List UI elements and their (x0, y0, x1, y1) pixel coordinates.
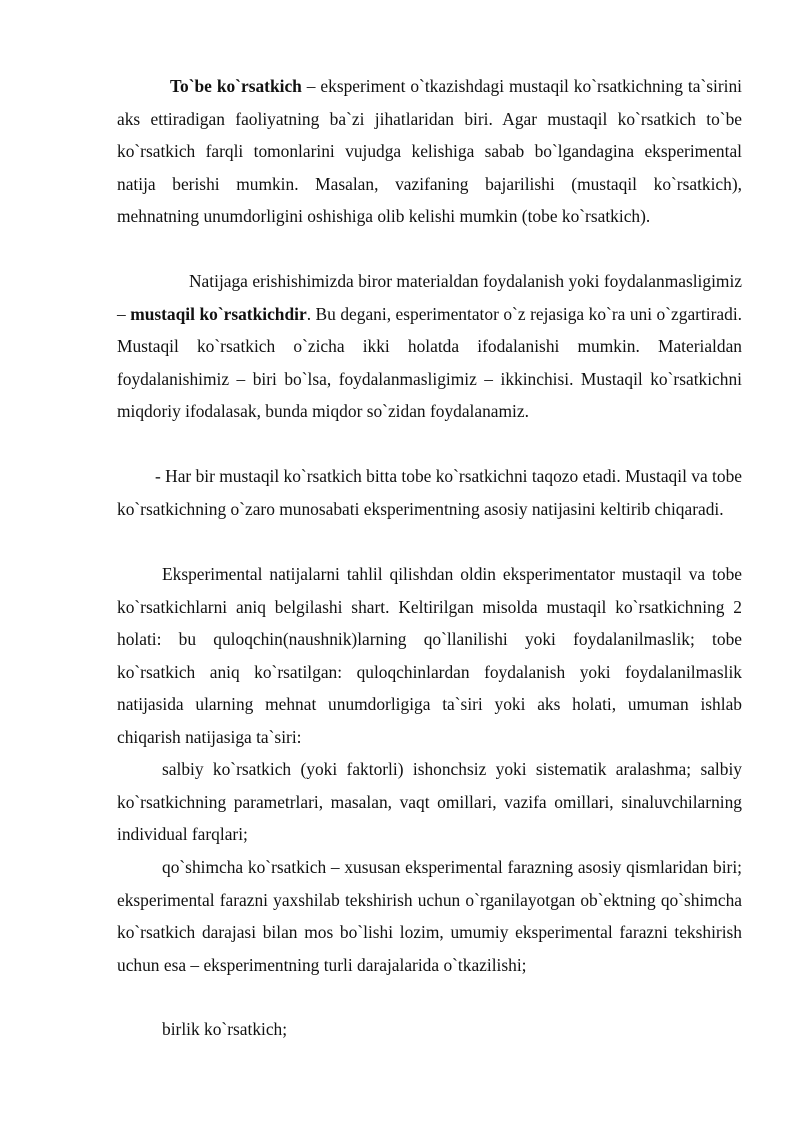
paragraph-text: salbiy ko`rsatkich (yoki faktorli) ishonchsiz yoki sistematik aralashma; salbiy ko`rsatkichning parametrlari, masalan, vaqt omillari, vazifa omillari, sinaluvchilarning individual farqlari; (117, 759, 742, 845)
paragraph-text: birlik ko`rsatkich; (162, 1019, 288, 1039)
paragraph-relation (117, 460, 742, 525)
paragraph-unit-indicator (117, 1013, 742, 1046)
paragraph-text-after: . Bu degani, esperimentator o`z rejasiga ko`ra uni o`zgartiradi. Mustaqil ko`rsatkich o`zicha ikki holatda ifodalanishi mumkin. Materialdan foydalanishimiz – biri bo`lsa, foydalanmasligimiz – ikkinchisi. Mustaqil ko`rsatkichni miqdoriy ifodalasak, bunda miqdor so`zidan foydalanamiz. (117, 303, 743, 422)
term-tobe: To`be ko`rsatkich (170, 76, 302, 96)
paragraph-text: qo`shimcha ko`rsatkich – xususan eksperimental farazning asosiy qismlaridan biri; eksperimental farazni yaxshilab tekshirish uchun o`rganilayotgan ob`ektning qo`shimcha ko`rsatkich darajasi bilan mos bo`lishi lozim, umumiy eksperimental farazni tekshirish uchun esa – eksperimentning turli darajalarida o`tkazilishi; (117, 857, 742, 975)
paragraph-negative-indicator (117, 753, 742, 851)
paragraph-text: – eksperiment o`tkazishdagi mustaqil ko`rsatkichning ta`sirini aks ettiradigan faoliyatning ba`zi jihatlaridan biri. Agar mustaqil ko`rsatkich to`be ko`rsatkich farqli tomonlarini vujudga kelishiga sabab bo`lgandagina eksperimental natija berishi mumkin. Masalan, vazifaning bajarilishi (mustaqil ko`rsatkich), mehnatning unumdorligini oshishiga olib kelishi mumkin (tobe ko`rsatkich). (117, 76, 742, 227)
term-mustaqil: mustaqil ko`rsatkichdir (130, 303, 307, 324)
paragraph-additional-indicator (117, 851, 742, 981)
paragraph-tobe-definition (117, 70, 742, 233)
paragraph-text-before: Natijaga erishishimizda biror materialdan foydalanish yoki foydalanmasligimiz – (117, 271, 742, 324)
paragraph-mustaqil-definition (117, 265, 742, 428)
paragraph-text: - Har bir mustaqil ko`rsatkich bitta tobe ko`rsatkichni taqozo etadi. Mustaqil va tobe ko`rsatkichning o`zaro munosabati eksperimentning asosiy natijasini keltirib chiqaradi. (117, 466, 742, 519)
paragraph-text: Eksperimental natijalarni tahlil qilishdan oldin eksperimentator mustaqil va tobe ko`rsatkichlarni aniq belgilashi shart. Keltirilgan misolda mustaqil ko`rsatkichning 2 holati: bu quloqchin(naushnik)larning qo`llanilishi yoki foydalanilmaslik; tobe ko`rsatkich aniq ko`rsatilgan: quloqchinlardan foydalanish yoki foydalanilmaslik natijasida ularning mehnat unumdorligiga ta`siri yoki aks holati, umuman ishlab chiqarish natijasiga ta`siri: (117, 564, 742, 747)
paragraph-analysis (117, 558, 742, 754)
